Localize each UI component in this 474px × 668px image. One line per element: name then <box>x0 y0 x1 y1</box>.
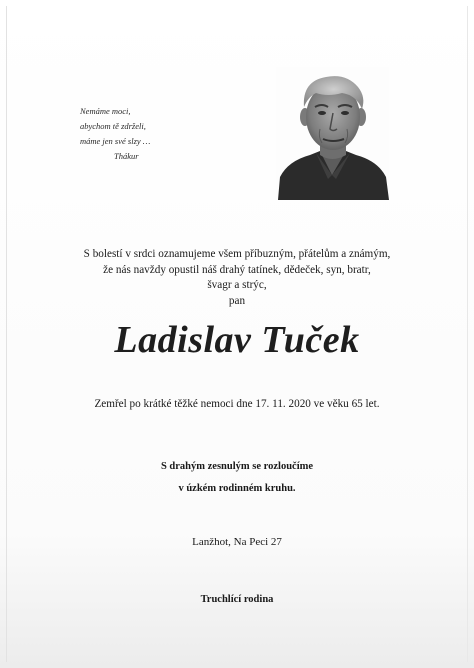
farewell-notice <box>0 456 474 500</box>
portrait-photo <box>276 67 389 200</box>
announcement-line: že nás navždy opustil náš drahý tatínek, dědeček, syn, bratr, <box>103 263 371 276</box>
announcement-line: švagr a strýc, <box>207 279 267 291</box>
farewell-line: S drahým zesnulým se rozloučíme <box>160 461 314 472</box>
portrait-illustration <box>276 67 389 200</box>
announcement-text <box>40 247 434 309</box>
death-notice: Zemřel po krátké těžké nemoci dne 17. 11. 2020 ve věku 65 let. <box>94 398 380 410</box>
quote-line: abychom tě zdrželi, <box>80 121 146 131</box>
quote-line: máme jen své slzy … <box>80 136 151 146</box>
family-address: Lanžhot, Na Peci 27 <box>192 536 282 548</box>
memorial-quote <box>80 104 190 164</box>
deceased-name: Ladislav Tuček <box>114 319 360 361</box>
family-signature: Truchlící rodina <box>200 594 274 605</box>
announcement-line: S bolestí v srdci oznamujeme všem příbuzným, přátelům a známým, <box>83 248 391 260</box>
farewell-line: v úzkém rodinném kruhu. <box>178 483 296 494</box>
quote-line: Nemáme moci, <box>80 106 131 116</box>
announcement-line: pan <box>228 294 246 307</box>
quote-author: Thákur <box>114 151 139 161</box>
